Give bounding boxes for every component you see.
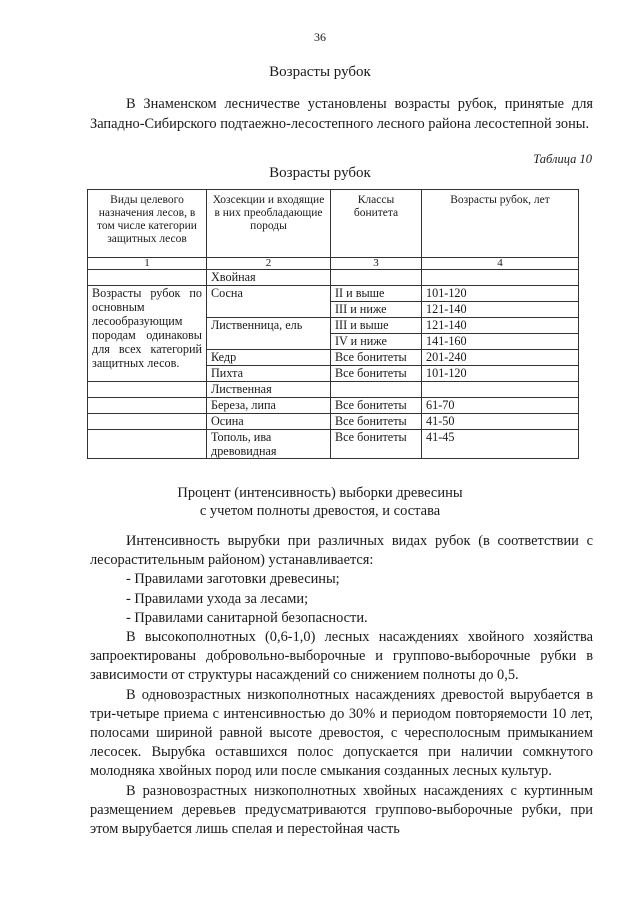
cutting-age-table: [87, 189, 579, 459]
paragraph: В одновозрастных низкополнотных насаждениях древостой вырубается в три-четыре приема с интенсивностью до 30% и периодом повторяемости 10 лет, полосами шириной равной высоте древостоя, с чересполосным примыканием лесосек. Вырубка оставшихся полос допускается при наличии сомкнутого молодняка хвойных пород или после смыкания созданных лесных культур.: [90, 686, 593, 780]
table-row: [88, 270, 579, 286]
table-cell-species: Осина: [207, 414, 331, 430]
table-cell-empty: [88, 414, 207, 430]
table-cell-bonitet: [331, 270, 422, 286]
table-cell-age: 101-120: [422, 366, 579, 382]
table-cell-age: 141-160: [422, 334, 579, 350]
table-header-cell: Виды целевого назначения лесов, в том числе категории защитных лесов: [88, 190, 207, 258]
body-text: [90, 532, 593, 839]
section-heading-line: с учетом полноты древостоя, и состава: [199, 503, 441, 519]
table-cell-empty: [88, 270, 207, 286]
table-cell-bonitet: Все бонитеты: [331, 350, 422, 366]
table-cell-age: [422, 382, 579, 398]
table-cell-age: 101-120: [422, 286, 579, 302]
table-header-cell: Хозсекции и входящие в них преобладающие породы: [207, 190, 331, 258]
table-cell-empty: [88, 382, 207, 398]
table-row: [88, 286, 579, 302]
table-cell-species: Лиственная: [207, 382, 331, 398]
table-header-cell: Возрасты рубок, лет: [422, 190, 579, 258]
table-cell-bonitet: IV и ниже: [331, 334, 422, 350]
table-cell-species: Лиственница, ель: [207, 318, 331, 350]
table-cell-age: 201-240: [422, 350, 579, 366]
table-row: [88, 414, 579, 430]
page-number: 36: [314, 30, 326, 44]
table-cell-empty: [88, 430, 207, 459]
section-heading-line: Процент (интенсивность) выборки древесины: [177, 485, 463, 501]
table-column-number-row: [88, 258, 579, 270]
table-cell-bonitet: Все бонитеты: [331, 398, 422, 414]
column-number: 4: [422, 258, 579, 270]
table-cell-species: Тополь, ива древовидная: [207, 430, 331, 459]
table-cell-age: 41-50: [422, 414, 579, 430]
list-item: - Правилами ухода за лесами;: [126, 590, 309, 607]
column-number: 3: [331, 258, 422, 270]
table-cell-species: Береза, липа: [207, 398, 331, 414]
paragraph: Интенсивность вырубки при различных видах рубок (в соответствии с лесорастительным районом) устанавливается:: [90, 533, 593, 569]
table-cell-species: Хвойная: [207, 270, 331, 286]
table-cell-bonitet: [331, 382, 422, 398]
table-title: Возрасты рубок: [269, 165, 371, 181]
table-cell-age: 61-70: [422, 398, 579, 414]
table-header-cell: Классы бонитета: [331, 190, 422, 258]
section-heading: Возрасты рубок: [269, 64, 371, 80]
table-cell-bonitet: III и выше: [331, 318, 422, 334]
table-cell-age: 121-140: [422, 302, 579, 318]
table-row: [88, 430, 579, 459]
section-heading-intensity: [0, 484, 640, 520]
table-cell-bonitet: Все бонитеты: [331, 366, 422, 382]
list-item: - Правилами заготовки древесины;: [126, 571, 340, 588]
intro-paragraph: В Знаменском лесничестве установлены возрасты рубок, принятые для Западно-Сибирского подтаежно-лесостепного лесного района лесостепной зоны.: [90, 96, 593, 132]
table-cell-age: 121-140: [422, 318, 579, 334]
list-item: - Правилами санитарной безопасности.: [126, 609, 368, 626]
table-cell-species: Кедр: [207, 350, 331, 366]
table-row: [88, 382, 579, 398]
paragraph: В разновозрастных низкополнотных хвойных насаждениях с куртинным размещением деревьев предусматриваются группово-выборочные рубки, при этом вырубается лишь спелая и перестойная часть: [90, 782, 593, 838]
table-cell-category: Возрасты рубок по основным лесообразующим породам одинаковы для всех категорий защитных лесов.: [88, 286, 207, 382]
table-cell-bonitet: Все бонитеты: [331, 430, 422, 459]
table-cell-bonitet: Все бонитеты: [331, 414, 422, 430]
table-cell-species: Пихта: [207, 366, 331, 382]
table-cell-bonitet: II и выше: [331, 286, 422, 302]
table-cell-bonitet: III и ниже: [331, 302, 422, 318]
table-cell-species: Сосна: [207, 286, 331, 318]
column-number: 1: [88, 258, 207, 270]
table-row: [88, 398, 579, 414]
column-number: 2: [207, 258, 331, 270]
table-cell-empty: [88, 398, 207, 414]
table-cell-age: 41-45: [422, 430, 579, 459]
paragraph: В высокополнотных (0,6-1,0) лесных насаждениях хвойного хозяйства запроектированы добровольно-выборочные и группово-выборочные рубки в зависимости от структуры насаждений со снижением полноты до 0,5.: [90, 629, 593, 684]
table-cell-age: [422, 270, 579, 286]
table-label: Таблица 10: [533, 152, 592, 166]
table-header-row: [88, 190, 579, 258]
